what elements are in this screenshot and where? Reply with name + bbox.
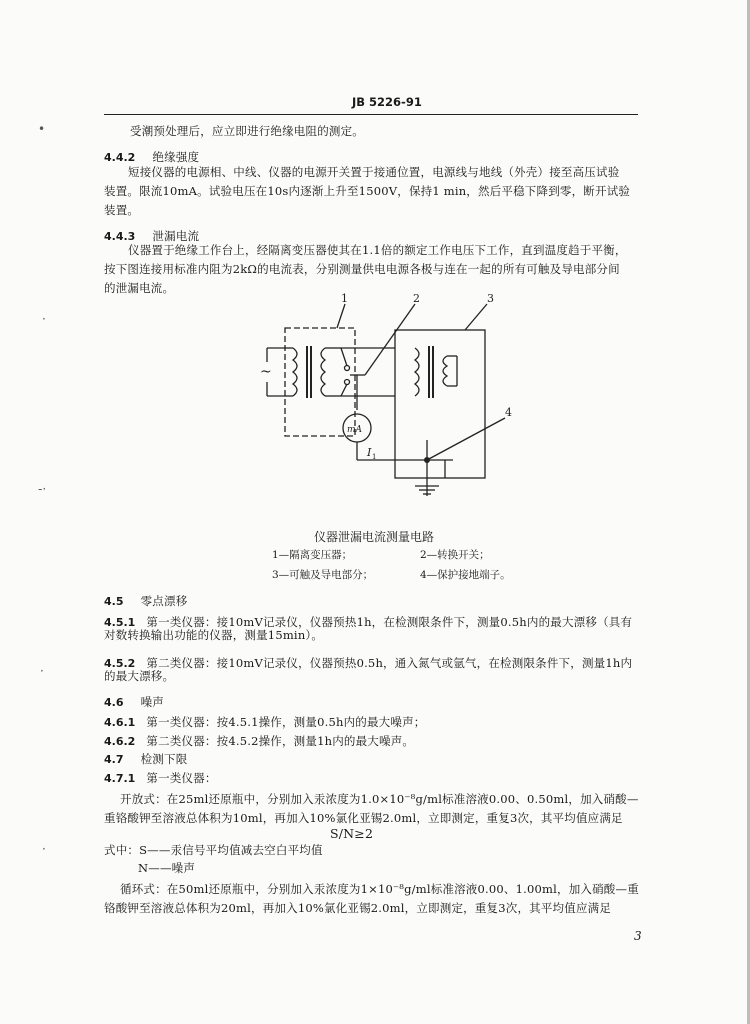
- scan-mark: ·: [42, 842, 46, 856]
- paragraph-line: 重铬酸钾至溶液总体积为10ml，再加入10%氯化亚锡2.0ml，立即测定，重复3次，其平均值应满足: [104, 811, 623, 825]
- section-number: 4.6.1: [104, 716, 136, 729]
- section-title: 绝缘强度: [152, 150, 200, 164]
- primary-coil: [293, 348, 297, 396]
- section-title: 泄漏电流: [152, 229, 200, 243]
- scan-mark: ·: [42, 312, 46, 326]
- paragraph-line: 受潮预处理后，应立即进行绝缘电阻的测定。: [130, 124, 364, 138]
- standard-number: JB 5226-91: [352, 95, 422, 109]
- paragraph-line: 4.5.2 第二类仪器：接10mV记录仪，仪器预热0.5h，通入氮气或氩气，在检测限条件下，测量1h内: [104, 656, 633, 670]
- paragraph-line: 的泄漏电流。: [104, 281, 175, 295]
- section-number: 4.6.2: [104, 735, 136, 748]
- paragraph-line: 循环式：在50ml还原瓶中，分别加入汞浓度为1×10⁻⁸g/ml标准溶液0.00、1.00ml，加入硝酸—重: [120, 882, 639, 896]
- section-number: 4.4.2: [104, 151, 136, 164]
- paragraph-line: 装置。: [104, 203, 140, 217]
- legend-item: 3—可触及导电部分；: [272, 569, 374, 581]
- legend-item: 1—隔离变压器；: [272, 549, 353, 561]
- section-heading: [104, 146, 199, 165]
- current-label: I: [367, 446, 372, 459]
- figure-caption: 仪器泄漏电流测量电路: [314, 530, 435, 544]
- section-heading: [104, 225, 199, 244]
- section-number: 4.7.1: [104, 772, 136, 785]
- paragraph-line: 装置。限流10mA。试验电压在10s内逐渐上升至1500V，保持1 min，然后平稳下降到零，断开试验: [104, 184, 631, 198]
- section-heading: [104, 590, 187, 609]
- section-title: 噪声: [140, 695, 164, 709]
- leader-line-4: [427, 418, 505, 460]
- scan-mark: ·: [40, 664, 44, 678]
- paragraph-line: 对数转换输出功能的仪器，测量15min）。: [104, 628, 324, 642]
- paragraph-line: 4.5.1 第一类仪器：接10mV记录仪，仪器预热1h，在检测限条件下，测量0.5h内的最大漂移（具有: [104, 615, 633, 629]
- ac-source-symbol: ~: [260, 364, 272, 380]
- paragraph-line: 按下图连接用标准内阻为2kΩ的电流表，分别测量供电电源各极与连在一起的所有可触及导电部分间: [104, 262, 620, 276]
- section-heading: [104, 691, 164, 710]
- section-number: 4.5: [104, 595, 124, 608]
- paragraph-line: 4.6.2 第二类仪器：按4.5.2操作，测量1h内的最大噪声。: [104, 734, 415, 748]
- label-2: 2: [413, 292, 420, 305]
- label-1: 1: [341, 292, 348, 305]
- formula-definition: 式中：S——汞信号平均值减去空白平均值: [104, 843, 323, 857]
- section-title: 零点漂移: [140, 594, 188, 608]
- paragraph-line: 4.6.1 第一类仪器：按4.5.1操作，测量0.5h内的最大噪声；: [104, 715, 426, 729]
- paragraph-line: 短接仪器的电源相、中线、仪器的电源开关置于接通位置，电源线与地线（外壳）接至高压试验: [128, 165, 620, 179]
- section-number: 4.6: [104, 696, 124, 709]
- paragraph-line: 铬酸钾至溶液总体积为20ml，再加入10%氯化亚锡2.0ml，立即测定，重复3次，其平均值应满足: [104, 901, 612, 915]
- section-number: 4.4.3: [104, 230, 136, 243]
- legend-item: 4—保护接地端子。: [420, 569, 511, 581]
- scan-mark: -·: [38, 482, 47, 496]
- section-number: 4.5.1: [104, 616, 136, 629]
- page-number: 3: [634, 929, 642, 943]
- section-number: 4.5.2: [104, 657, 136, 670]
- leader-line-2: [365, 304, 415, 375]
- leakage-circuit-diagram: [255, 290, 525, 500]
- leader-line-3: [465, 304, 487, 330]
- current-subscript: 1: [372, 453, 377, 461]
- label-4: 4: [505, 406, 512, 419]
- label-3: 3: [487, 292, 494, 305]
- scan-mark: •: [38, 122, 46, 136]
- secondary-coil: [321, 348, 325, 396]
- paragraph-line: 开放式：在25ml还原瓶中，分别加入汞浓度为1.0×10⁻⁸g/ml标准溶液0.00、0.50ml，加入硝酸—: [120, 792, 639, 806]
- paragraph-line: 的最大漂移。: [104, 669, 175, 683]
- instrument-enclosure: [395, 330, 485, 478]
- section-heading: [104, 748, 187, 767]
- legend-item: 2—转换开关；: [420, 549, 490, 561]
- paragraph-line: 4.7.1 第一类仪器：: [104, 771, 217, 785]
- leader-line-1: [337, 304, 345, 328]
- header-rule: [104, 114, 638, 115]
- section-number: 4.7: [104, 753, 124, 766]
- formula-definition: N——噪声: [138, 861, 196, 875]
- meter-label: mA: [347, 425, 363, 435]
- snr-formula: S/N≥2: [330, 826, 374, 841]
- paragraph-line: 仪器置于绝缘工作台上，经隔离变压器使其在1.1倍的额定工作电压下工作，直到温度趋于平衡，: [128, 243, 627, 257]
- section-title: 检测下限: [140, 752, 188, 766]
